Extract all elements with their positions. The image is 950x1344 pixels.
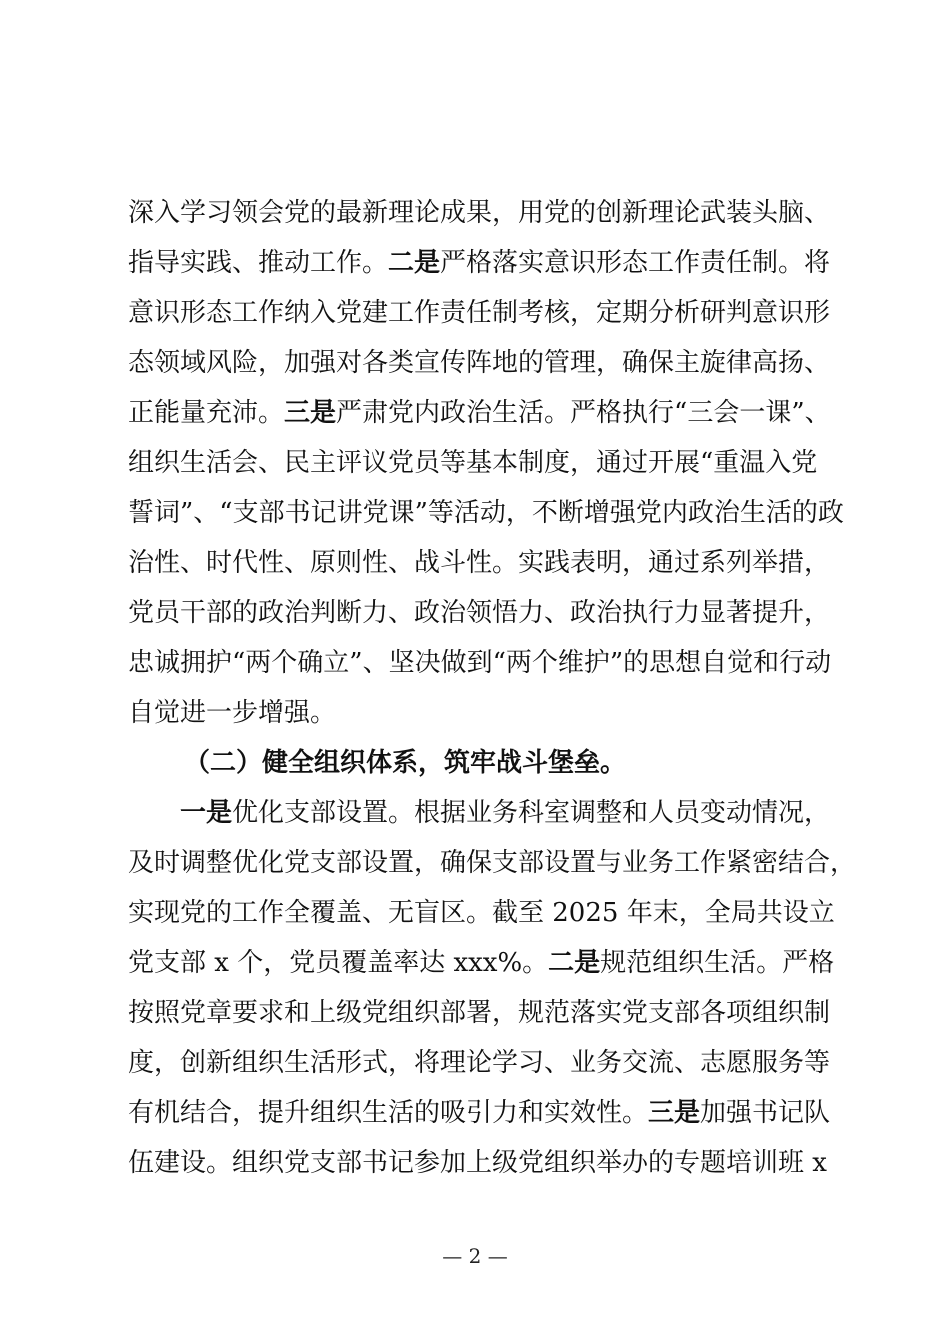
text-line: 深入学习领会党的最新理论成果，用党的创新理论武装头脑、 xyxy=(128,198,831,228)
text-line: 治性、时代性、原则性、战斗性。实践表明，通过系列举措， xyxy=(128,548,831,578)
text-line: 意识形态工作纳入党建工作责任制考核，定期分析研判意识形 xyxy=(128,298,831,328)
page-number: — 2 — xyxy=(442,1244,508,1268)
bold-lead: 三是 xyxy=(284,398,337,428)
bold-lead: 一是 xyxy=(180,798,233,828)
bold-lead: 三是 xyxy=(648,1098,701,1128)
text-line: 度，创新组织生活形式，将理论学习、业务交流、志愿服务等 xyxy=(128,1048,831,1078)
text-line: 正能量充沛。三是严肃党内政治生活。严格执行“三会一课”、 xyxy=(128,398,831,428)
text-line: 指导实践、推动工作。二是严格落实意识形态工作责任制。将 xyxy=(128,248,831,278)
text-line: 组织生活会、民主评议党员等基本制度，通过开展“重温入党 xyxy=(128,448,818,478)
text-line: 按照党章要求和上级党组织部署，规范落实党支部各项组织制 xyxy=(128,998,831,1028)
text-line: 党支部 x 个，党员覆盖率达 xxx%。二是规范组织生活。严格 xyxy=(128,948,835,978)
text-line: 态领域风险，加强对各类宣传阵地的管理，确保主旋律高扬、 xyxy=(128,348,831,378)
text-line: 一是优化支部设置。根据业务科室调整和人员变动情况， xyxy=(180,798,831,828)
text-line: 有机结合，提升组织生活的吸引力和实效性。三是加强书记队 xyxy=(128,1098,831,1128)
text-line: 及时调整优化党支部设置，确保支部设置与业务工作紧密结合， xyxy=(128,848,857,878)
body-text xyxy=(128,188,857,1188)
bold-lead: 二是 xyxy=(388,248,441,278)
text-line: 实现党的工作全覆盖、无盲区。截至 2025 年末，全局共设立 xyxy=(128,898,835,928)
text-line: 伍建设。组织党支部书记参加上级党组织举办的专题培训班 x xyxy=(128,1148,827,1178)
section-heading: （二）健全组织体系，筑牢战斗堡垒。 xyxy=(184,748,627,778)
text-line: 党员干部的政治判断力、政治领悟力、政治执行力显著提升， xyxy=(128,598,831,628)
bold-lead: 二是 xyxy=(548,948,601,978)
text-line: 忠诚拥护“两个确立”、坚决做到“两个维护”的思想自觉和行动 xyxy=(128,648,832,678)
text-line: 誓词”、“支部书记讲党课”等活动，不断增强党内政治生活的政 xyxy=(128,498,844,528)
text-line: 自觉进一步增强。 xyxy=(128,698,337,728)
